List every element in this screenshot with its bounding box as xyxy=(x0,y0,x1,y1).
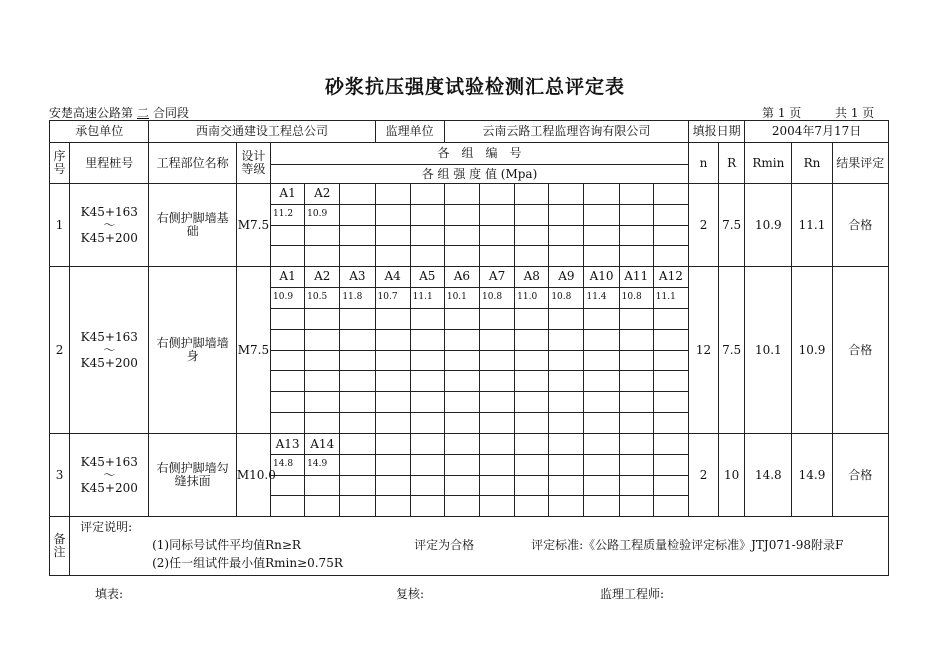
empty-cell xyxy=(653,392,688,413)
strength-value: 10.9 xyxy=(271,287,305,308)
empty-cell xyxy=(410,413,444,434)
empty-cell xyxy=(480,434,515,455)
empty-cell xyxy=(515,413,549,434)
empty-cell xyxy=(515,454,549,475)
empty-cell xyxy=(305,308,340,329)
empty-cell xyxy=(410,184,444,205)
empty-cell xyxy=(515,434,549,455)
empty-cell xyxy=(619,454,653,475)
empty-cell xyxy=(619,413,653,434)
table-row xyxy=(50,267,889,288)
date-value: 2004年7月17日 xyxy=(745,121,889,143)
strength-value: 14.8 xyxy=(271,454,305,475)
criterion-1: (1)同标号试件平均值Rn≥R xyxy=(152,538,301,553)
specimen-id: A9 xyxy=(549,267,584,288)
station-tilde: ～ xyxy=(103,217,116,232)
empty-cell xyxy=(480,392,515,413)
row-rn: 14.9 xyxy=(792,434,832,517)
row-seq: 2 xyxy=(50,267,70,434)
empty-cell xyxy=(305,329,340,350)
standard-text: 评定标准:《公路工程质量检验评定标准》JTJ071-98附录F xyxy=(531,538,844,553)
empty-cell xyxy=(305,246,340,267)
project-prefix: 安楚高速公路第 xyxy=(49,106,134,120)
empty-cell xyxy=(653,204,688,225)
empty-cell xyxy=(549,454,584,475)
empty-cell xyxy=(515,204,549,225)
empty-cell xyxy=(584,184,619,205)
empty-cell xyxy=(340,454,375,475)
remarks-heading: 评定说明: xyxy=(80,520,133,535)
header-result: 结果评定 xyxy=(832,143,888,184)
empty-cell xyxy=(549,225,584,246)
empty-cell xyxy=(375,475,410,496)
project-section xyxy=(49,104,189,121)
empty-cell xyxy=(653,413,688,434)
empty-cell xyxy=(549,392,584,413)
empty-cell xyxy=(653,225,688,246)
empty-cell xyxy=(653,246,688,267)
header-station: 里程桩号 xyxy=(70,143,149,184)
row-rmin: 10.9 xyxy=(745,184,792,267)
checker-label: 复核: xyxy=(396,587,425,601)
empty-cell xyxy=(444,246,479,267)
empty-cell xyxy=(410,350,444,371)
empty-cell xyxy=(619,204,653,225)
row-rn: 11.1 xyxy=(792,184,832,267)
empty-cell xyxy=(549,246,584,267)
station-to: K45+200 xyxy=(80,230,138,245)
row-part: 右侧护脚墙基础 xyxy=(149,184,236,267)
empty-cell xyxy=(271,496,305,517)
strength-value: 10.8 xyxy=(619,287,653,308)
remarks-line-1 xyxy=(70,539,888,557)
empty-cell xyxy=(584,246,619,267)
empty-cell xyxy=(340,434,375,455)
empty-cell xyxy=(305,225,340,246)
empty-cell xyxy=(515,225,549,246)
empty-cell xyxy=(375,392,410,413)
empty-cell xyxy=(375,246,410,267)
row-grade: M7.5 xyxy=(236,184,270,267)
empty-cell xyxy=(480,204,515,225)
empty-cell xyxy=(375,204,410,225)
empty-cell xyxy=(410,475,444,496)
empty-cell xyxy=(271,225,305,246)
empty-cell xyxy=(410,225,444,246)
station-tilde: ～ xyxy=(103,342,116,357)
empty-cell xyxy=(653,184,688,205)
row-result: 合格 xyxy=(832,434,888,517)
strength-value: 11.4 xyxy=(584,287,619,308)
empty-cell xyxy=(271,329,305,350)
empty-cell xyxy=(653,434,688,455)
empty-cell xyxy=(619,371,653,392)
empty-cell xyxy=(653,329,688,350)
empty-cell xyxy=(515,184,549,205)
empty-cell xyxy=(619,308,653,329)
row-grade: M10.0 xyxy=(236,434,270,517)
row-station xyxy=(70,184,149,267)
empty-cell xyxy=(340,350,375,371)
strength-value: 14.9 xyxy=(305,454,340,475)
empty-cell xyxy=(584,475,619,496)
empty-cell xyxy=(549,434,584,455)
empty-cell xyxy=(619,434,653,455)
empty-cell xyxy=(410,496,444,517)
empty-cell xyxy=(549,413,584,434)
empty-cell xyxy=(271,308,305,329)
empty-cell xyxy=(410,246,444,267)
strength-value: 11.0 xyxy=(515,287,549,308)
empty-cell xyxy=(375,350,410,371)
row-result: 合格 xyxy=(832,184,888,267)
station-tilde: ～ xyxy=(103,467,116,482)
empty-cell xyxy=(549,204,584,225)
empty-cell xyxy=(480,308,515,329)
empty-cell xyxy=(619,329,653,350)
row-rmin: 10.1 xyxy=(745,267,792,434)
remarks-label: 备注 xyxy=(50,517,70,576)
empty-cell xyxy=(444,413,479,434)
empty-cell xyxy=(619,225,653,246)
empty-cell xyxy=(515,496,549,517)
specimen-id: A8 xyxy=(515,267,549,288)
empty-cell xyxy=(480,475,515,496)
specimen-id: A1 xyxy=(271,184,305,205)
empty-cell xyxy=(305,496,340,517)
row-r: 10 xyxy=(719,434,745,517)
empty-cell xyxy=(480,371,515,392)
empty-cell xyxy=(444,475,479,496)
strength-value: 11.1 xyxy=(653,287,688,308)
row-r: 7.5 xyxy=(719,267,745,434)
empty-cell xyxy=(305,371,340,392)
empty-cell xyxy=(653,475,688,496)
summary-table xyxy=(49,120,889,576)
row-rmin: 14.8 xyxy=(745,434,792,517)
empty-cell xyxy=(305,392,340,413)
row-n: 2 xyxy=(688,184,718,267)
empty-cell xyxy=(271,246,305,267)
empty-cell xyxy=(584,225,619,246)
row-n: 12 xyxy=(688,267,718,434)
contractor-label: 承包单位 xyxy=(50,121,149,143)
empty-cell xyxy=(584,434,619,455)
empty-cell xyxy=(444,454,479,475)
empty-cell xyxy=(549,308,584,329)
empty-cell xyxy=(271,413,305,434)
header-n: n xyxy=(688,143,718,184)
empty-cell xyxy=(549,350,584,371)
row-station xyxy=(70,267,149,434)
strength-value: 10.8 xyxy=(549,287,584,308)
empty-cell xyxy=(340,371,375,392)
specimen-id: A2 xyxy=(305,267,340,288)
remarks-row xyxy=(50,517,889,576)
row-rn: 10.9 xyxy=(792,267,832,434)
empty-cell xyxy=(271,392,305,413)
empty-cell xyxy=(375,184,410,205)
empty-cell xyxy=(375,308,410,329)
empty-cell xyxy=(480,413,515,434)
header-grade: 设计等级 xyxy=(236,143,270,184)
empty-cell xyxy=(305,350,340,371)
empty-cell xyxy=(549,371,584,392)
specimen-id: A12 xyxy=(653,267,688,288)
empty-cell xyxy=(305,413,340,434)
empty-cell xyxy=(480,184,515,205)
conclusion-text: 评定为合格 xyxy=(414,538,475,553)
empty-cell xyxy=(619,184,653,205)
empty-cell xyxy=(584,371,619,392)
specimen-id: A3 xyxy=(340,267,375,288)
criterion-2: (2)任一组试件最小值Rmin≥0.75R xyxy=(152,556,343,571)
strength-value: 10.5 xyxy=(305,287,340,308)
empty-cell xyxy=(410,308,444,329)
station-to: K45+200 xyxy=(80,480,138,495)
row-part: 右侧护脚墙勾缝抹面 xyxy=(149,434,236,517)
info-row xyxy=(50,121,889,143)
header-part: 工程部位名称 xyxy=(149,143,236,184)
empty-cell xyxy=(584,392,619,413)
row-part: 右侧护脚墙墙身 xyxy=(149,267,236,434)
empty-cell xyxy=(410,434,444,455)
page-title: 砂浆抗压强度试验检测汇总评定表 xyxy=(324,76,625,98)
empty-cell xyxy=(515,371,549,392)
specimen-id: A7 xyxy=(480,267,515,288)
empty-cell xyxy=(444,329,479,350)
empty-cell xyxy=(515,350,549,371)
empty-cell xyxy=(340,225,375,246)
page-total: 共 1 页 xyxy=(835,106,875,120)
empty-cell xyxy=(340,392,375,413)
empty-cell xyxy=(515,308,549,329)
empty-cell xyxy=(340,308,375,329)
empty-cell xyxy=(340,246,375,267)
header-rn: Rn xyxy=(792,143,832,184)
remarks-line-2 xyxy=(70,557,888,575)
station-from: K45+163 xyxy=(80,454,138,469)
header-r: R xyxy=(719,143,745,184)
specimen-id: A10 xyxy=(584,267,619,288)
specimen-id: A4 xyxy=(375,267,410,288)
empty-cell xyxy=(444,392,479,413)
strength-value: 10.1 xyxy=(444,287,479,308)
empty-cell xyxy=(444,225,479,246)
strength-value: 11.8 xyxy=(340,287,375,308)
empty-cell xyxy=(584,308,619,329)
empty-cell xyxy=(480,329,515,350)
empty-cell xyxy=(653,308,688,329)
strength-value: 11.2 xyxy=(271,204,305,225)
empty-cell xyxy=(410,454,444,475)
empty-cell xyxy=(410,392,444,413)
empty-cell xyxy=(410,329,444,350)
empty-cell xyxy=(515,246,549,267)
project-suffix: 合同段 xyxy=(153,106,190,120)
specimen-id: A11 xyxy=(619,267,653,288)
empty-cell xyxy=(444,204,479,225)
empty-cell xyxy=(271,371,305,392)
empty-cell xyxy=(584,329,619,350)
supervisor-value: 云南云路工程监理咨询有限公司 xyxy=(444,121,688,143)
empty-cell xyxy=(340,204,375,225)
empty-cell xyxy=(444,371,479,392)
strength-value: 11.1 xyxy=(410,287,444,308)
strength-value: 10.8 xyxy=(480,287,515,308)
empty-cell xyxy=(480,496,515,517)
station-from: K45+163 xyxy=(80,329,138,344)
empty-cell xyxy=(653,350,688,371)
empty-cell xyxy=(444,184,479,205)
empty-cell xyxy=(480,454,515,475)
filler-label: 填表: xyxy=(95,587,124,601)
specimen-id: A14 xyxy=(305,434,340,455)
empty-cell xyxy=(375,413,410,434)
empty-cell xyxy=(410,371,444,392)
header-rmin: Rmin xyxy=(745,143,792,184)
empty-cell xyxy=(340,184,375,205)
empty-cell xyxy=(653,496,688,517)
empty-cell xyxy=(549,475,584,496)
specimen-id: A1 xyxy=(271,267,305,288)
empty-cell xyxy=(584,204,619,225)
empty-cell xyxy=(480,246,515,267)
empty-cell xyxy=(375,329,410,350)
empty-cell xyxy=(584,496,619,517)
page-number: 第 1 页 xyxy=(762,106,802,120)
header-strength: 各 组 强 度 值 (Mpa) xyxy=(271,165,689,184)
empty-cell xyxy=(271,350,305,371)
empty-cell xyxy=(410,204,444,225)
table-row xyxy=(50,434,889,455)
specimen-id: A13 xyxy=(271,434,305,455)
empty-cell xyxy=(480,350,515,371)
empty-cell xyxy=(549,329,584,350)
supervisor-label: 监理单位 xyxy=(375,121,444,143)
empty-cell xyxy=(375,496,410,517)
section-number: 二 xyxy=(137,106,150,120)
station-from: K45+163 xyxy=(80,204,138,219)
empty-cell xyxy=(340,329,375,350)
remarks-body xyxy=(70,517,889,576)
empty-cell xyxy=(375,434,410,455)
specimen-id: A5 xyxy=(410,267,444,288)
specimen-id: A6 xyxy=(444,267,479,288)
engineer-label: 监理工程师: xyxy=(600,587,665,601)
contractor-value: 西南交通建设工程总公司 xyxy=(149,121,375,143)
empty-cell xyxy=(375,454,410,475)
empty-cell xyxy=(515,329,549,350)
empty-cell xyxy=(653,454,688,475)
header-row xyxy=(50,143,889,165)
row-result: 合格 xyxy=(832,267,888,434)
empty-cell xyxy=(340,475,375,496)
header-group-no: 各 组 编 号 xyxy=(271,143,689,165)
empty-cell xyxy=(549,184,584,205)
empty-cell xyxy=(375,371,410,392)
row-n: 2 xyxy=(688,434,718,517)
empty-cell xyxy=(619,496,653,517)
row-r: 7.5 xyxy=(719,184,745,267)
empty-cell xyxy=(584,413,619,434)
empty-cell xyxy=(305,475,340,496)
empty-cell xyxy=(619,350,653,371)
row-seq: 3 xyxy=(50,434,70,517)
table-row xyxy=(50,184,889,205)
specimen-id: A2 xyxy=(305,184,340,205)
station-to: K45+200 xyxy=(80,355,138,370)
date-label: 填报日期 xyxy=(688,121,744,143)
empty-cell xyxy=(584,350,619,371)
empty-cell xyxy=(375,225,410,246)
empty-cell xyxy=(515,392,549,413)
empty-cell xyxy=(584,454,619,475)
empty-cell xyxy=(480,225,515,246)
strength-value: 10.9 xyxy=(305,204,340,225)
row-grade: M7.5 xyxy=(236,267,270,434)
empty-cell xyxy=(444,434,479,455)
empty-cell xyxy=(515,475,549,496)
empty-cell xyxy=(619,246,653,267)
empty-cell xyxy=(619,475,653,496)
empty-cell xyxy=(549,496,584,517)
empty-cell xyxy=(340,496,375,517)
header-seq: 序号 xyxy=(50,143,70,184)
empty-cell xyxy=(340,413,375,434)
empty-cell xyxy=(444,350,479,371)
row-seq: 1 xyxy=(50,184,70,267)
strength-value: 10.7 xyxy=(375,287,410,308)
empty-cell xyxy=(444,308,479,329)
empty-cell xyxy=(444,496,479,517)
row-station xyxy=(70,434,149,517)
empty-cell xyxy=(619,392,653,413)
empty-cell xyxy=(653,371,688,392)
